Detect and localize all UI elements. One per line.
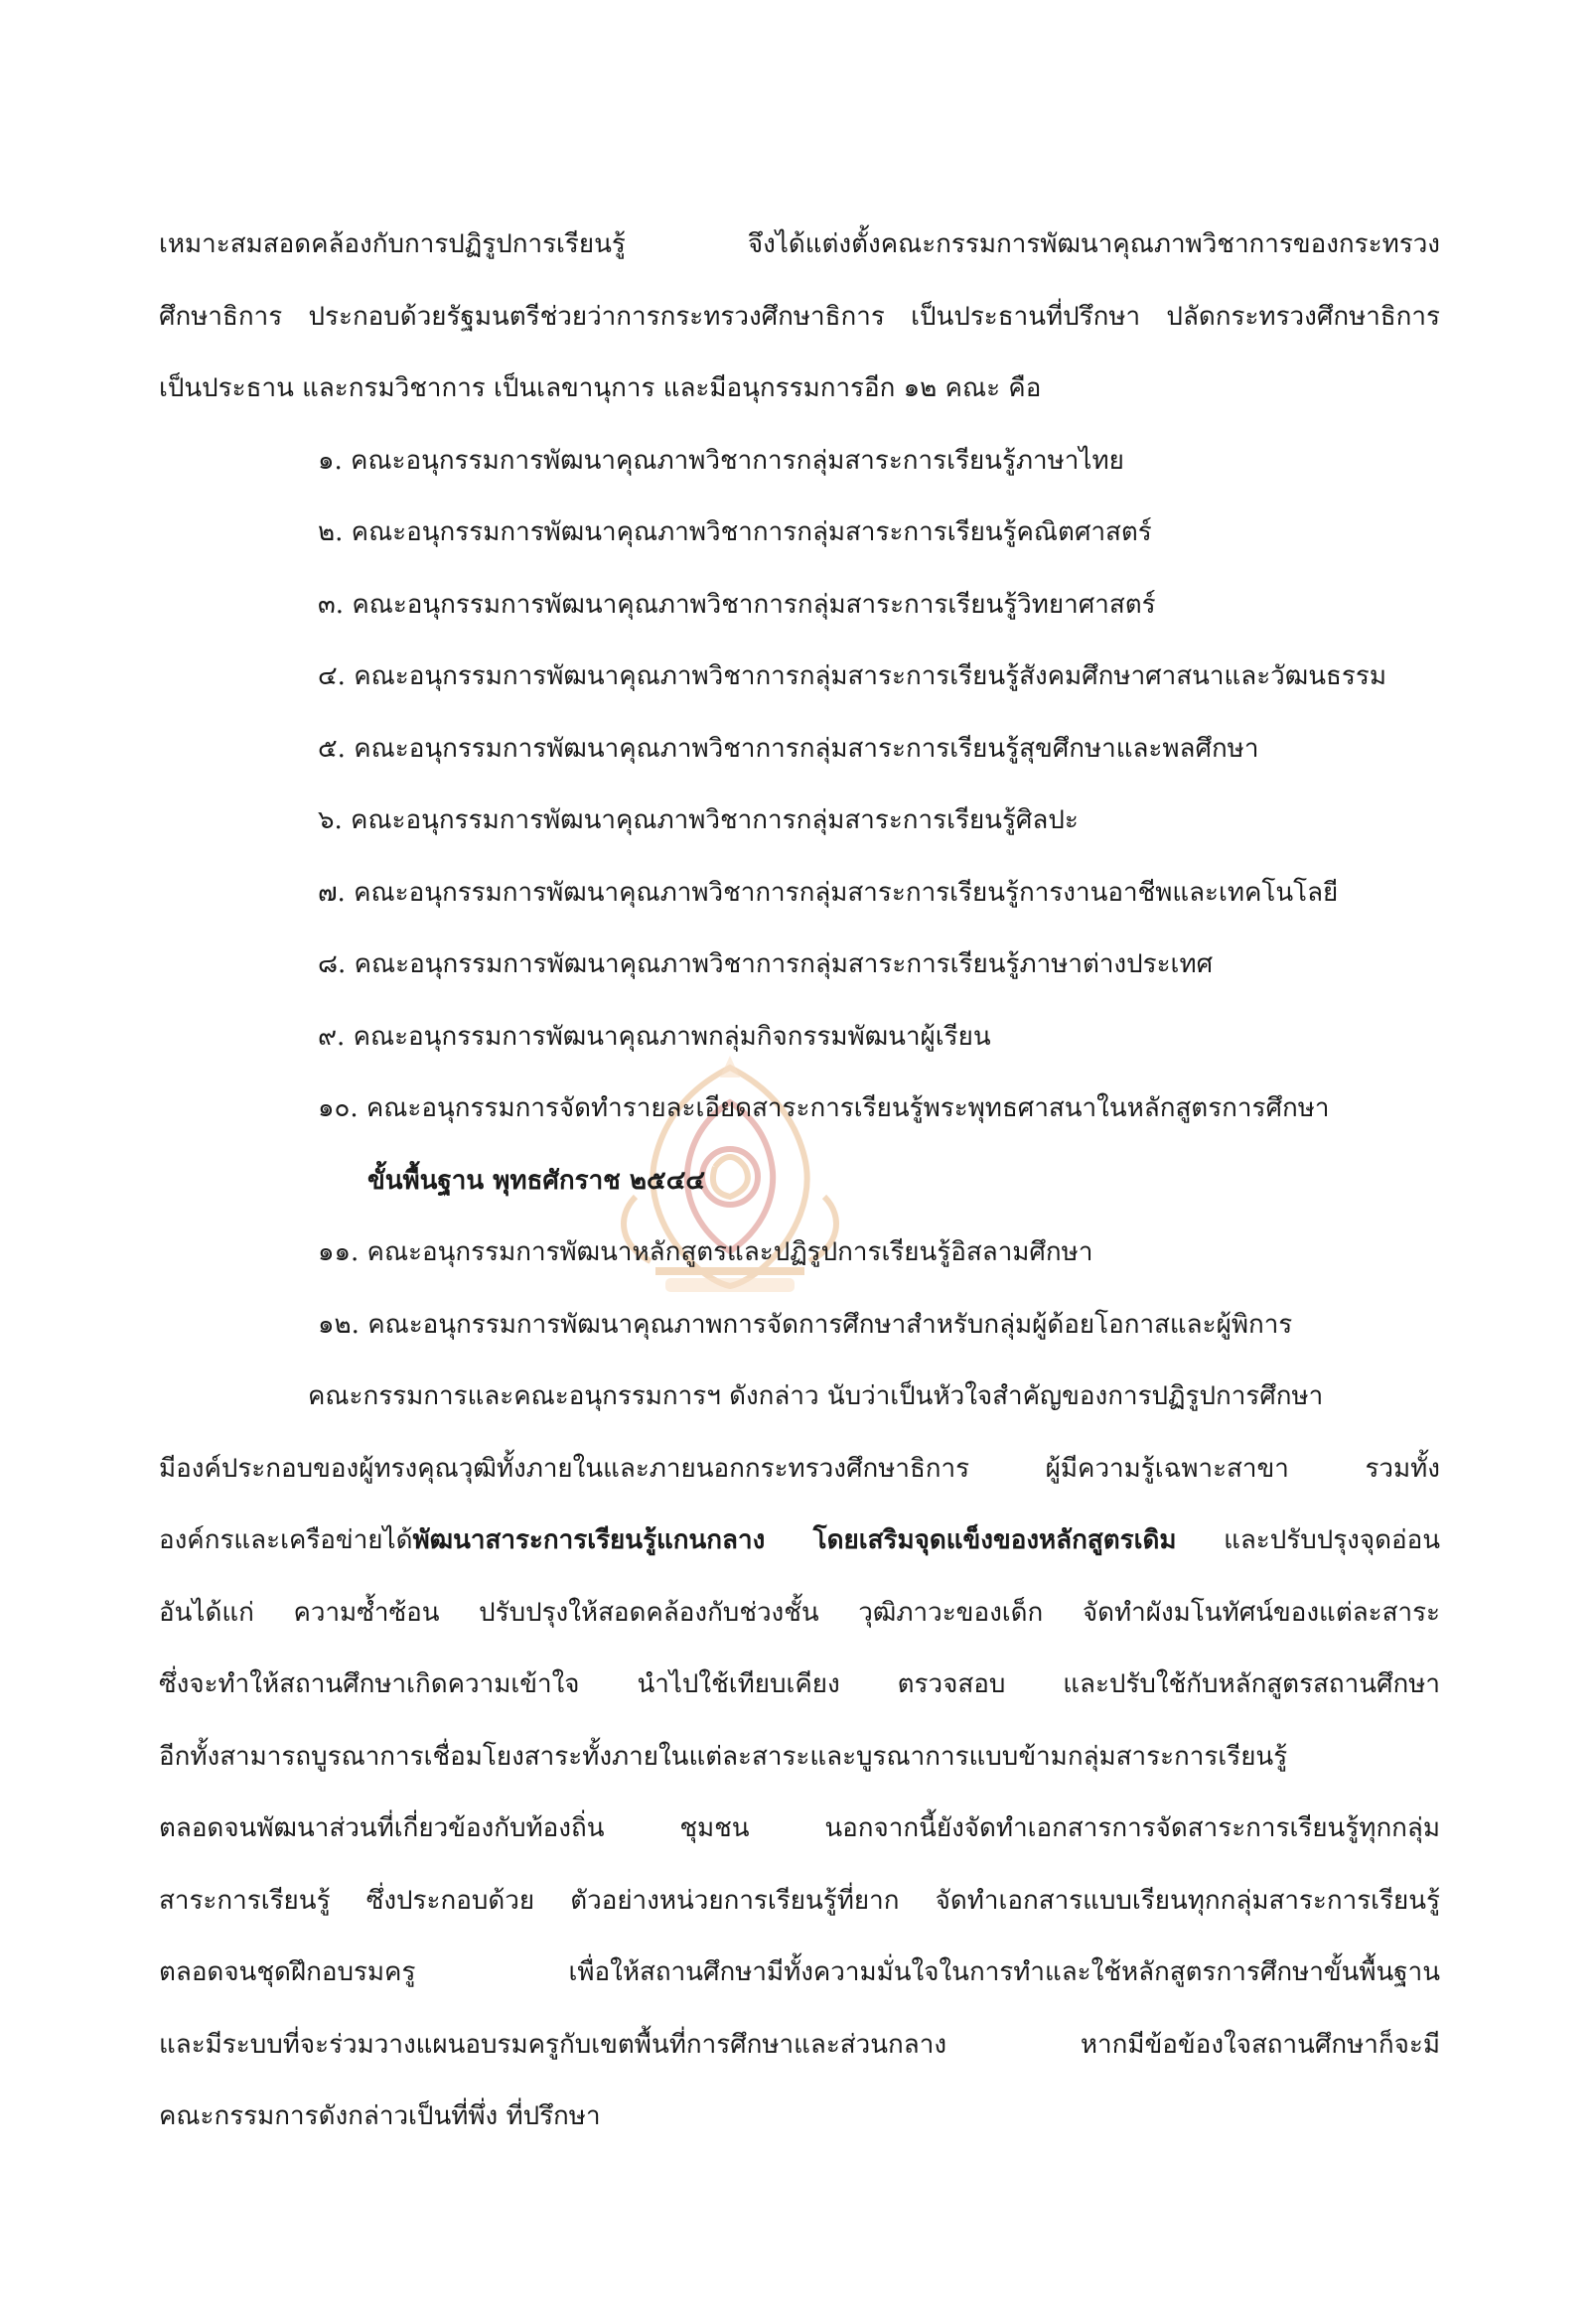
list-item-text: คณะอนุกรรมการพัฒนาคุณภาพวิชาการกลุ่มสาระการเรียนรู้คณิตศาสตร์: [351, 517, 1152, 547]
list-item-number: ๘.: [318, 949, 347, 979]
list-item-number: ๑.: [318, 445, 343, 476]
list-item-number: ๑๒.: [318, 1309, 360, 1340]
paragraph-line-5: ซึ่งจะทำให้สถานศึกษาเกิดความเข้าใจ นำไปใช้เทียบเคียง ตรวจสอบ และปรับใช้กับหลักสูตรสถานศึกษา: [159, 1669, 1440, 1699]
paragraph-line-1: คณะกรรมการและคณะอนุกรรมการฯ ดังกล่าว นับว่าเป็นหัวใจสำคัญของการปฏิรูปการศึกษา: [308, 1381, 1324, 1411]
paragraph-line-3-post: และปรับปรุงจุดอ่อน: [1176, 1525, 1440, 1555]
list-item: [159, 1217, 1440, 1289]
list-item-text: คณะอนุกรรมการพัฒนาคุณภาพวิชาการกลุ่มสาระการเรียนรู้สังคมศึกษาศาสนาและวัฒนธรรม: [354, 661, 1386, 691]
paragraph-line-3-bold: พัฒนาสาระการเรียนรู้แกนกลาง โดยเสริมจุดแข็งของหลักสูตรเดิม: [412, 1525, 1177, 1555]
list-item-text: คณะอนุกรรมการพัฒนาคุณภาพวิชาการกลุ่มสาระการเรียนรู้วิทยาศาสตร์: [352, 589, 1156, 620]
list-item: [159, 857, 1440, 930]
paragraph-line-4: อันได้แก่ ความซ้ำซ้อน ปรับปรุงให้สอดคล้องกับช่วงชั้น วุฒิภาวะของเด็ก จัดทำผังมโนทัศน์ของแต่ละสาระ: [159, 1597, 1440, 1628]
list-item-number: ๔.: [318, 661, 346, 691]
list-item-text: คณะอนุกรรมการพัฒนาคุณภาพวิชาการกลุ่มสาระการเรียนรู้การงานอาชีพและเทคโนโลยี: [354, 877, 1339, 908]
list-item-text: คณะอนุกรรมการพัฒนาคุณภาพวิชาการกลุ่มสาระการเรียนรู้ภาษาต่างประเทศ: [354, 949, 1214, 979]
list-item-text: คณะอนุกรรมการพัฒนาคุณภาพวิชาการกลุ่มสาระการเรียนรู้ศิลปะ: [351, 805, 1079, 835]
paragraph-line-9: ตลอดจนชุดฝึกอบรมครู เพื่อให้สถานศึกษามีทั้งความมั่นใจในการทำและใช้หลักสูตรการศึกษาขั้นพื้นฐาน: [159, 1957, 1440, 1987]
list-item-number: ๓.: [318, 589, 345, 620]
list-item: [159, 425, 1440, 498]
paragraph-line-6: อีกทั้งสามารถบูรณาการเชื่อมโยงสาระทั้งภายในแต่ละสาระและบูรณาการแบบข้ามกลุ่มสาระการเรียนรู้: [159, 1741, 1288, 1772]
list-item-continuation: ขั้นพื้นฐาน พุทธศักราช ๒๕๔๔: [367, 1165, 706, 1196]
intro-line-2: ศึกษาธิการ ประกอบด้วยรัฐมนตรีช่วยว่าการกระทรวงศึกษาธิการ เป็นประธานที่ปรึกษา ปลัดกระทรวงศึกษาธิการ: [159, 301, 1440, 332]
body-text: [159, 209, 1440, 2153]
list-item-text: คณะอนุกรรมการพัฒนาคุณภาพวิชาการกลุ่มสาระการเรียนรู้ภาษาไทย: [351, 445, 1124, 476]
list-item: [159, 641, 1440, 713]
list-item-text: คณะอนุกรรมการพัฒนาคุณภาพวิชาการกลุ่มสาระการเรียนรู้สุขศึกษาและพลศึกษา: [354, 733, 1259, 764]
paragraph-line-11: คณะกรรมการดังกล่าวเป็นที่พึ่ง ที่ปรึกษา: [159, 2101, 601, 2131]
intro-line-1: เหมาะสมสอดคล้องกับการปฏิรูปการเรียนรู้ จึงได้แต่งตั้งคณะกรรมการพัฒนาคุณภาพวิชาการของกระทรวง: [159, 229, 1440, 259]
list-item: [159, 1073, 1440, 1145]
list-item-text: คณะอนุกรรมการจัดทำรายละเอียดสาระการเรียนรู้พระพุทธศาสนาในหลักสูตรการศึกษา: [365, 1093, 1330, 1123]
paragraph-line-7: ตลอดจนพัฒนาส่วนที่เกี่ยวข้องกับท้องถิ่น ชุมชน นอกจากนี้ยังจัดทำเอกสารการจัดสาระการเรียนรู้ทุกกลุ่ม: [159, 1813, 1440, 1843]
paragraph-line-10: และมีระบบที่จะร่วมวางแผนอบรมครูกับเขตพื้นที่การศึกษาและส่วนกลาง หากมีข้อข้องใจสถานศึกษาก็จะมี: [159, 2029, 1440, 2060]
list-item-number: ๑๐.: [318, 1093, 359, 1123]
list-item-text: คณะอนุกรรมการพัฒนาหลักสูตรและปฏิรูปการเรียนรู้อิสลามศึกษา: [366, 1237, 1093, 1267]
list-item: [159, 713, 1440, 786]
paragraph-line-2: มีองค์ประกอบของผู้ทรงคุณวุฒิทั้งภายในและภายนอกกระทรวงศึกษาธิการ ผู้มีความรู้เฉพาะสาขา รวมทั้ง: [159, 1453, 1440, 1484]
paragraph-line-3: [159, 1505, 1440, 1577]
intro-line-3: เป็นประธาน และกรมวิชาการ เป็นเลขานุการ และมีอนุกรรมการอีก ๑๒ คณะ คือ: [159, 373, 1042, 403]
list-item-text: คณะอนุกรรมการพัฒนาคุณภาพกลุ่มกิจกรรมพัฒนาผู้เรียน: [353, 1021, 991, 1052]
list-item: [159, 569, 1440, 642]
list-item: [159, 1001, 1440, 1074]
list-item-number: ๒.: [318, 517, 344, 547]
list-item: [159, 929, 1440, 1001]
list-item-number: ๖.: [318, 805, 343, 835]
paragraph-line-8: สาระการเรียนรู้ ซึ่งประกอบด้วย ตัวอย่างหน่วยการเรียนรู้ที่ยาก จัดทำเอกสารแบบเรียนทุกกลุ่มสาระการเรียนรู้: [159, 1885, 1440, 1916]
list-item: [159, 785, 1440, 857]
list-item-number: ๗.: [318, 877, 346, 908]
paragraph-line-3-pre: องค์กรและเครือข่ายได้: [159, 1525, 413, 1555]
list-item: [159, 497, 1440, 569]
list-item-number: ๕.: [318, 733, 346, 764]
list-item-text: คณะอนุกรรมการพัฒนาคุณภาพการจัดการศึกษาสำหรับกลุ่มผู้ด้อยโอกาสและผู้พิการ: [367, 1309, 1293, 1340]
list-item: [159, 1289, 1440, 1362]
list-item-number: ๑๑.: [318, 1237, 360, 1267]
list-item-number: ๙.: [318, 1021, 346, 1052]
